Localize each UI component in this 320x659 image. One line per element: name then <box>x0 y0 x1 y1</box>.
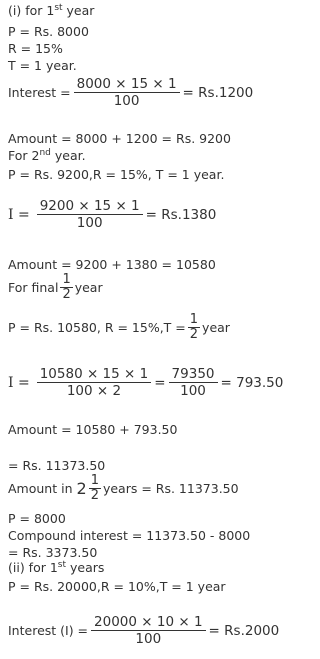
fraction-numerator: 1 <box>62 272 71 287</box>
half-fraction <box>188 313 200 342</box>
interest-1-fraction <box>74 76 180 109</box>
second-year-text: For 2 <box>8 148 40 163</box>
fraction-denominator: 2 <box>189 327 199 342</box>
fraction-numerator: 79350 <box>169 366 218 383</box>
final-period-text: For final <box>8 280 59 295</box>
fraction-denominator: 100 <box>76 215 103 231</box>
interest-label: Interest = <box>8 85 71 100</box>
amount-in-years-line <box>8 474 239 503</box>
final-period-year: year <box>74 280 103 295</box>
fraction-denominator: 2 <box>90 488 99 503</box>
rate-line: R = 15% <box>8 41 63 56</box>
interest-2-result: = Rs.1380 <box>145 206 217 223</box>
second-year-params: P = Rs. 9200,R = 15%, T = 1 year. <box>8 167 225 182</box>
total-amount-line: = Rs. 11373.50 <box>8 458 106 473</box>
ordinal-sup: st <box>57 559 67 570</box>
amount-2-line: Amount = 9200 + 1380 = 10580 <box>8 257 216 272</box>
interest-3-fraction-b <box>169 366 218 399</box>
half-fraction <box>60 273 72 302</box>
part-ii-text: (ii) for 1 <box>8 560 58 575</box>
fraction-numerator: 9200 × 15 × 1 <box>37 198 143 215</box>
interest-2-fraction <box>37 198 143 231</box>
fraction-numerator: 10580 × 15 × 1 <box>37 366 152 383</box>
interest-label: Interest (I) = <box>8 623 89 638</box>
interest-1-result: = Rs.1200 <box>182 84 254 101</box>
fraction-denominator: 100 <box>135 631 162 647</box>
part-i-text: (i) for 1 <box>8 3 55 18</box>
fraction-denominator: 100 <box>113 93 140 109</box>
ordinal-sup: st <box>54 2 63 13</box>
second-year-suffix: year. <box>50 148 86 163</box>
second-year-heading <box>8 149 86 163</box>
ordinal-sup: nd <box>39 147 51 158</box>
half-fraction <box>89 474 101 503</box>
fraction-numerator: 1 <box>90 473 99 488</box>
interest-2-equation <box>8 198 216 231</box>
amount-in-text: Amount in <box>8 481 73 496</box>
part-i-heading <box>8 4 94 18</box>
interest-label: I = <box>8 206 30 223</box>
interest-4-equation <box>8 614 279 647</box>
equals-sign: = <box>154 374 166 391</box>
compound-interest-result: = Rs. 3373.50 <box>8 545 98 560</box>
mixed-whole: 2 <box>76 479 87 498</box>
third-params-year: year <box>202 320 230 335</box>
amount-in-result: years = Rs. 11373.50 <box>102 481 239 496</box>
third-params-line <box>8 313 230 342</box>
principal-line: P = Rs. 8000 <box>8 24 89 39</box>
interest-1-equation <box>8 76 253 109</box>
part-i-year: year <box>62 3 95 18</box>
compound-interest-line: Compound interest = 11373.50 - 8000 <box>8 528 251 543</box>
fraction-denominator: 2 <box>62 287 71 302</box>
fraction-denominator: 100 <box>180 383 206 399</box>
amount-3-line: Amount = 10580 + 793.50 <box>8 422 178 437</box>
part-ii-heading <box>8 561 104 575</box>
interest-4-fraction <box>91 614 206 647</box>
interest-3-equation <box>8 366 283 399</box>
part-ii-params: P = Rs. 20000,R = 10%,T = 1 year <box>8 579 226 594</box>
fraction-numerator: 1 <box>189 312 199 327</box>
interest-label: I = <box>8 374 30 391</box>
principal-8000-line: P = 8000 <box>8 511 66 526</box>
fraction-numerator: 20000 × 10 × 1 <box>91 614 206 631</box>
amount-1-line: Amount = 8000 + 1200 = Rs. 9200 <box>8 131 231 146</box>
third-params-text: P = Rs. 10580, R = 15%,T = <box>8 320 186 335</box>
time-line: T = 1 year. <box>8 58 77 73</box>
part-ii-years: years <box>66 560 105 575</box>
interest-4-result: = Rs.2000 <box>208 622 280 639</box>
fraction-denominator: 100 × 2 <box>66 383 122 399</box>
fraction-numerator: 8000 × 15 × 1 <box>74 76 180 93</box>
interest-3-result: = 793.50 <box>220 374 284 391</box>
interest-3-fraction-a <box>37 366 152 399</box>
final-period-heading <box>8 273 103 302</box>
